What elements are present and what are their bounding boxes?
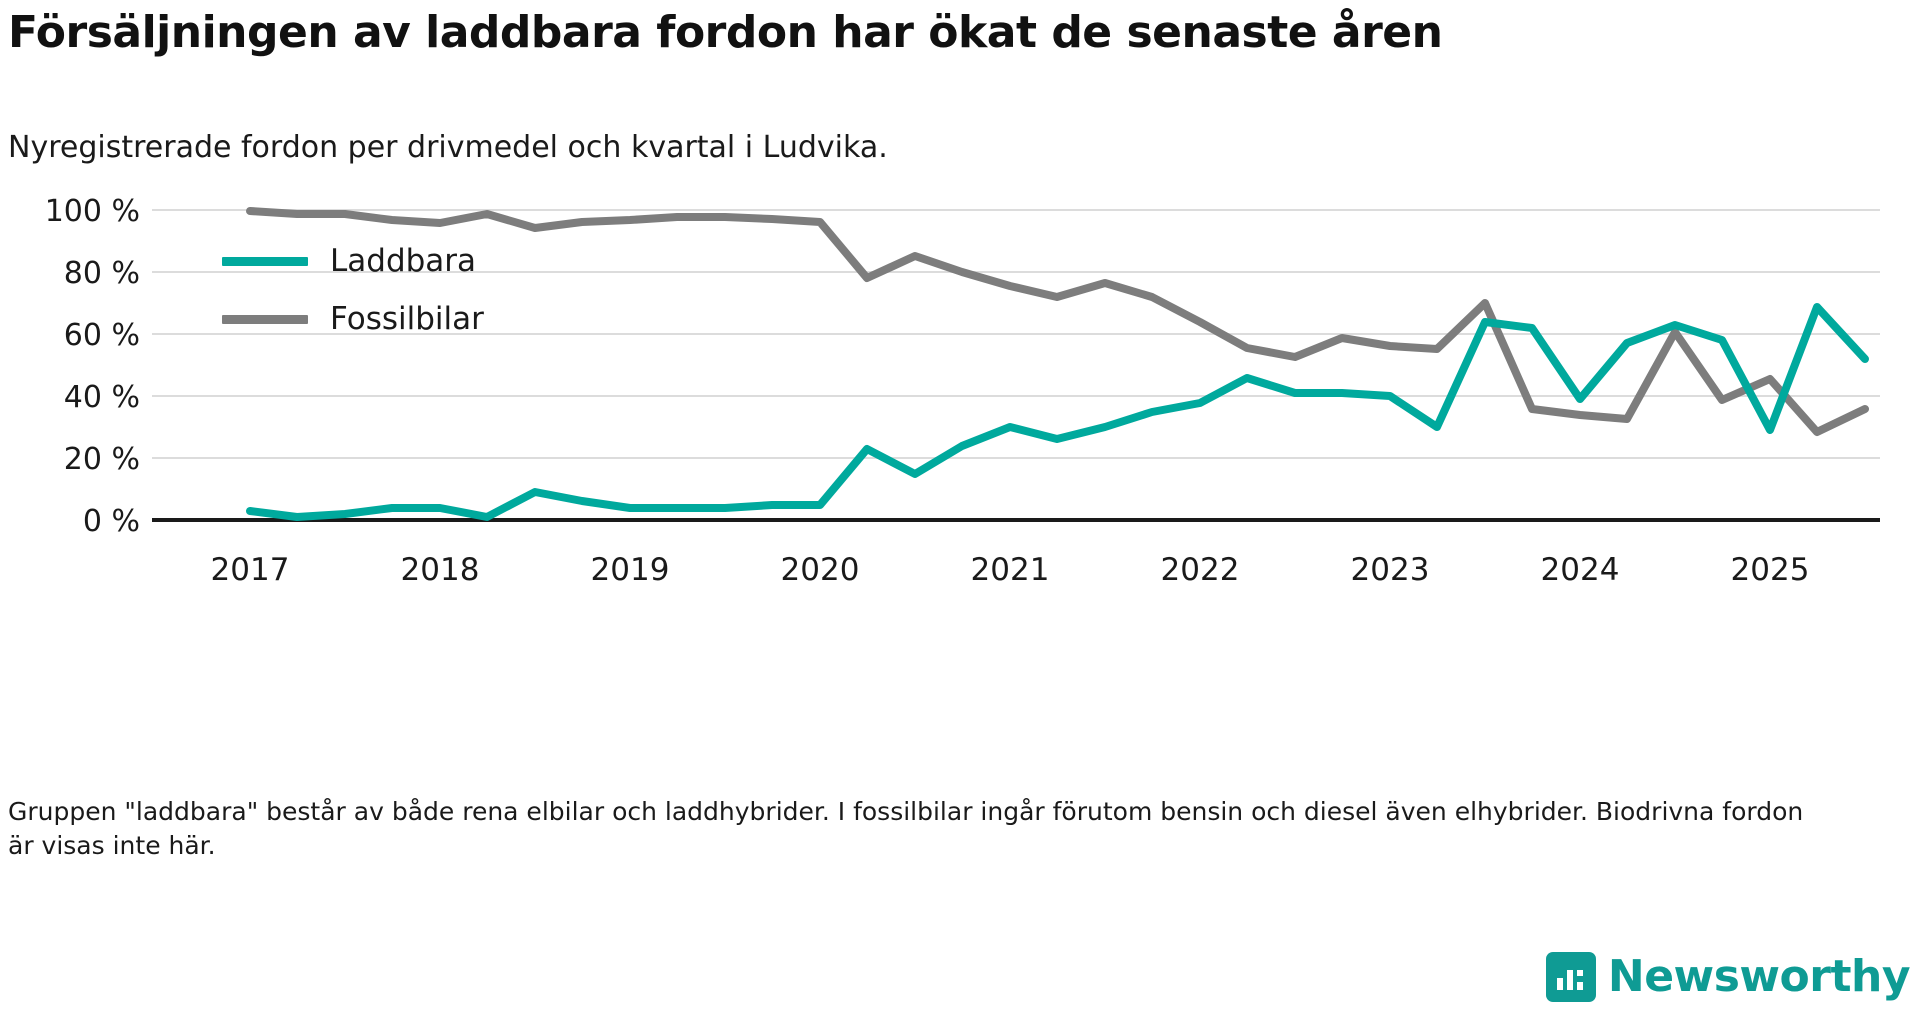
svg-text:2025: 2025: [1730, 552, 1810, 588]
y-tick-labels: [45, 194, 140, 539]
newsworthy-logo: [1546, 951, 1910, 1002]
svg-text:0 %: 0 %: [82, 504, 140, 539]
legend-label-fossilbilar: Fossilbilar: [330, 301, 484, 337]
svg-text:2019: 2019: [590, 552, 670, 588]
page-title: Försäljningen av laddbara fordon har ökat de senaste åren: [8, 7, 1443, 58]
svg-text:20 %: 20 %: [63, 442, 140, 477]
legend-item-fossilbilar: [222, 290, 642, 348]
svg-text:2023: 2023: [1350, 552, 1430, 588]
page-subtitle: Nyregistrerade fordon per drivmedel och kvartal i Ludvika.: [8, 130, 888, 165]
x-tick-labels: [211, 552, 1810, 588]
svg-text:2017: 2017: [210, 552, 290, 588]
chart-legend: [222, 232, 642, 348]
svg-text:60 %: 60 %: [63, 318, 140, 353]
legend-swatch-fossilbilar: [222, 315, 308, 324]
svg-text:100 %: 100 %: [44, 194, 140, 229]
chart-footnote: Gruppen "laddbara" består av både rena elbilar och laddhybrider. I fossilbilar ingår förutom bensin och diesel även elhybrider. Biodrivna fordon är visas inte här.: [8, 797, 1804, 860]
svg-text:2020: 2020: [780, 552, 860, 588]
svg-text:40 %: 40 %: [63, 380, 140, 415]
legend-swatch-laddbara: [222, 257, 308, 266]
brand-name: Newsworthy: [1607, 951, 1910, 1002]
svg-text:2021: 2021: [970, 552, 1050, 588]
svg-text:2018: 2018: [400, 552, 480, 588]
legend-label-laddbara: Laddbara: [330, 243, 477, 279]
bar-chart-icon: [1546, 952, 1596, 1002]
svg-text:2022: 2022: [1160, 552, 1240, 588]
svg-text:80 %: 80 %: [63, 256, 140, 291]
legend-item-laddbara: [222, 232, 642, 290]
svg-text:2024: 2024: [1540, 552, 1620, 588]
